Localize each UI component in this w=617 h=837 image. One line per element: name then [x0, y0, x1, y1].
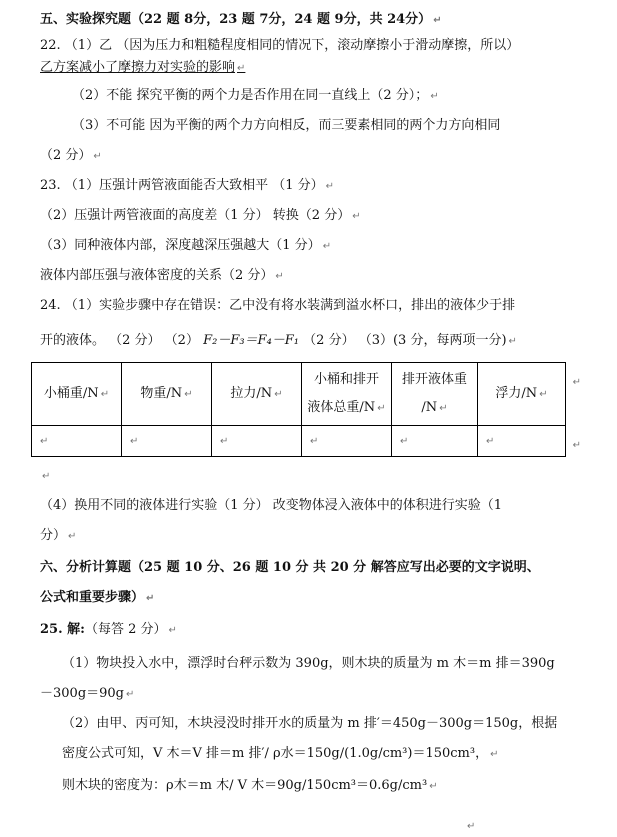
section-6-title-line1: 六、分析计算题（25 题 10 分、26 题 10 分 共 20 分 解答应写出必要的文字说明、 [40, 560, 540, 575]
table-header-row [32, 363, 566, 426]
table-cell: ↵ [392, 426, 478, 457]
section-5-title: 五、实验探究题（22 题 8分，23 题 7分，24 题 9分，共 24分） ↵ [40, 12, 442, 27]
q22-part1-line2: 乙方案减小了摩擦力对实验的影响 ↵ [40, 60, 246, 75]
q25-heading: 25. 解:（每答 2 分） ↵ [40, 622, 177, 637]
q23-part3: （3）同种液体内部，深度越深压强越大（1 分） ↵ [40, 238, 332, 253]
table-cell: ↵ [302, 426, 392, 457]
q24-part1-line2: 开的液体。 （2 分） （2） F₂－F₃＝F₄－F₁ （2 分） （3）(3 分，每两项一分) ↵ [40, 333, 517, 348]
q23-part4: 液体内部压强与液体密度的关系（2 分） ↵ [40, 268, 284, 283]
q24-part4-line1: （4）换用不同的液体进行实验（1 分） 改变物体浸入液体中的体积进行实验（1 [40, 498, 503, 513]
q24-part1-line1: 24. （1）实验步骤中存在错误：乙中没有将水装满到溢水杯口，排出的液体少于排 [40, 298, 516, 313]
q24-part4-line2: 分） ↵ [40, 528, 77, 543]
blank-line-mark: ↵ [42, 471, 51, 482]
table-header-cell: 拉力/N ↵ [212, 363, 302, 426]
q25-part1-line1: （1）物块投入水中，漂浮时台秤示数为 390g，则木块的质量为 m 木＝m 排＝390g [62, 656, 555, 671]
q22-part1-line1: 22. （1）乙 （因为压力和粗糙程度相同的情况下，滚动摩擦小于滑动摩擦，所以） [40, 38, 520, 53]
section-6-title-line2: 公式和重要步骤） ↵ [40, 590, 155, 605]
q25-part2-line2: 密度公式可知，V 木＝V 排＝m 排′/ ρ水＝150g/(1.0g/cm³)＝150cm³， ↵ [62, 746, 499, 761]
q22-part3: （3）不可能 因为平衡的两个力方向相反，而三要素相同的两个力方向相同 [72, 118, 501, 133]
table-row [32, 426, 566, 457]
end-mark: ↵ [467, 821, 476, 832]
q25-part3: 则木块的密度为：ρ木＝m 木/ V 木＝90g/150cm³＝0.6g/cm³ ↵ [62, 778, 438, 793]
table-header-cell: 浮力/N ↵ ↵ [478, 363, 566, 426]
q22-part3-cont: （2 分） ↵ [40, 148, 102, 163]
data-table [31, 362, 581, 457]
force-formula: F₂－F₃＝F₄－F₁ [203, 333, 300, 348]
table-header-cell: 小桶重/N ↵ [32, 363, 122, 426]
table-cell: ↵ [32, 426, 122, 457]
table-cell: ↵ ↵ [478, 426, 566, 457]
q23-part1: 23. （1）压强计两管液面能否大致相平 （1 分） ↵ [40, 178, 335, 193]
table-header-cell: 排开液体重 /N ↵ [392, 363, 478, 426]
q23-part2: （2）压强计两管液面的高度差（1 分） 转换（2 分） ↵ [40, 208, 361, 223]
table-header-cell: 小桶和排开 液体总重/N ↵ [302, 363, 392, 426]
table-cell: ↵ [122, 426, 212, 457]
table-header-cell: 物重/N ↵ [122, 363, 212, 426]
q25-part2-line1: （2）由甲、丙可知，木块浸没时排开水的质量为 m 排′＝450g－300g＝150g，根据 [62, 716, 558, 731]
q25-part1-line2: －300g＝90g ↵ [40, 686, 135, 701]
q22-part2: （2）不能 探究平衡的两个力是否作用在同一直线上（2 分）； ↵ [72, 88, 439, 103]
table-cell: ↵ [212, 426, 302, 457]
